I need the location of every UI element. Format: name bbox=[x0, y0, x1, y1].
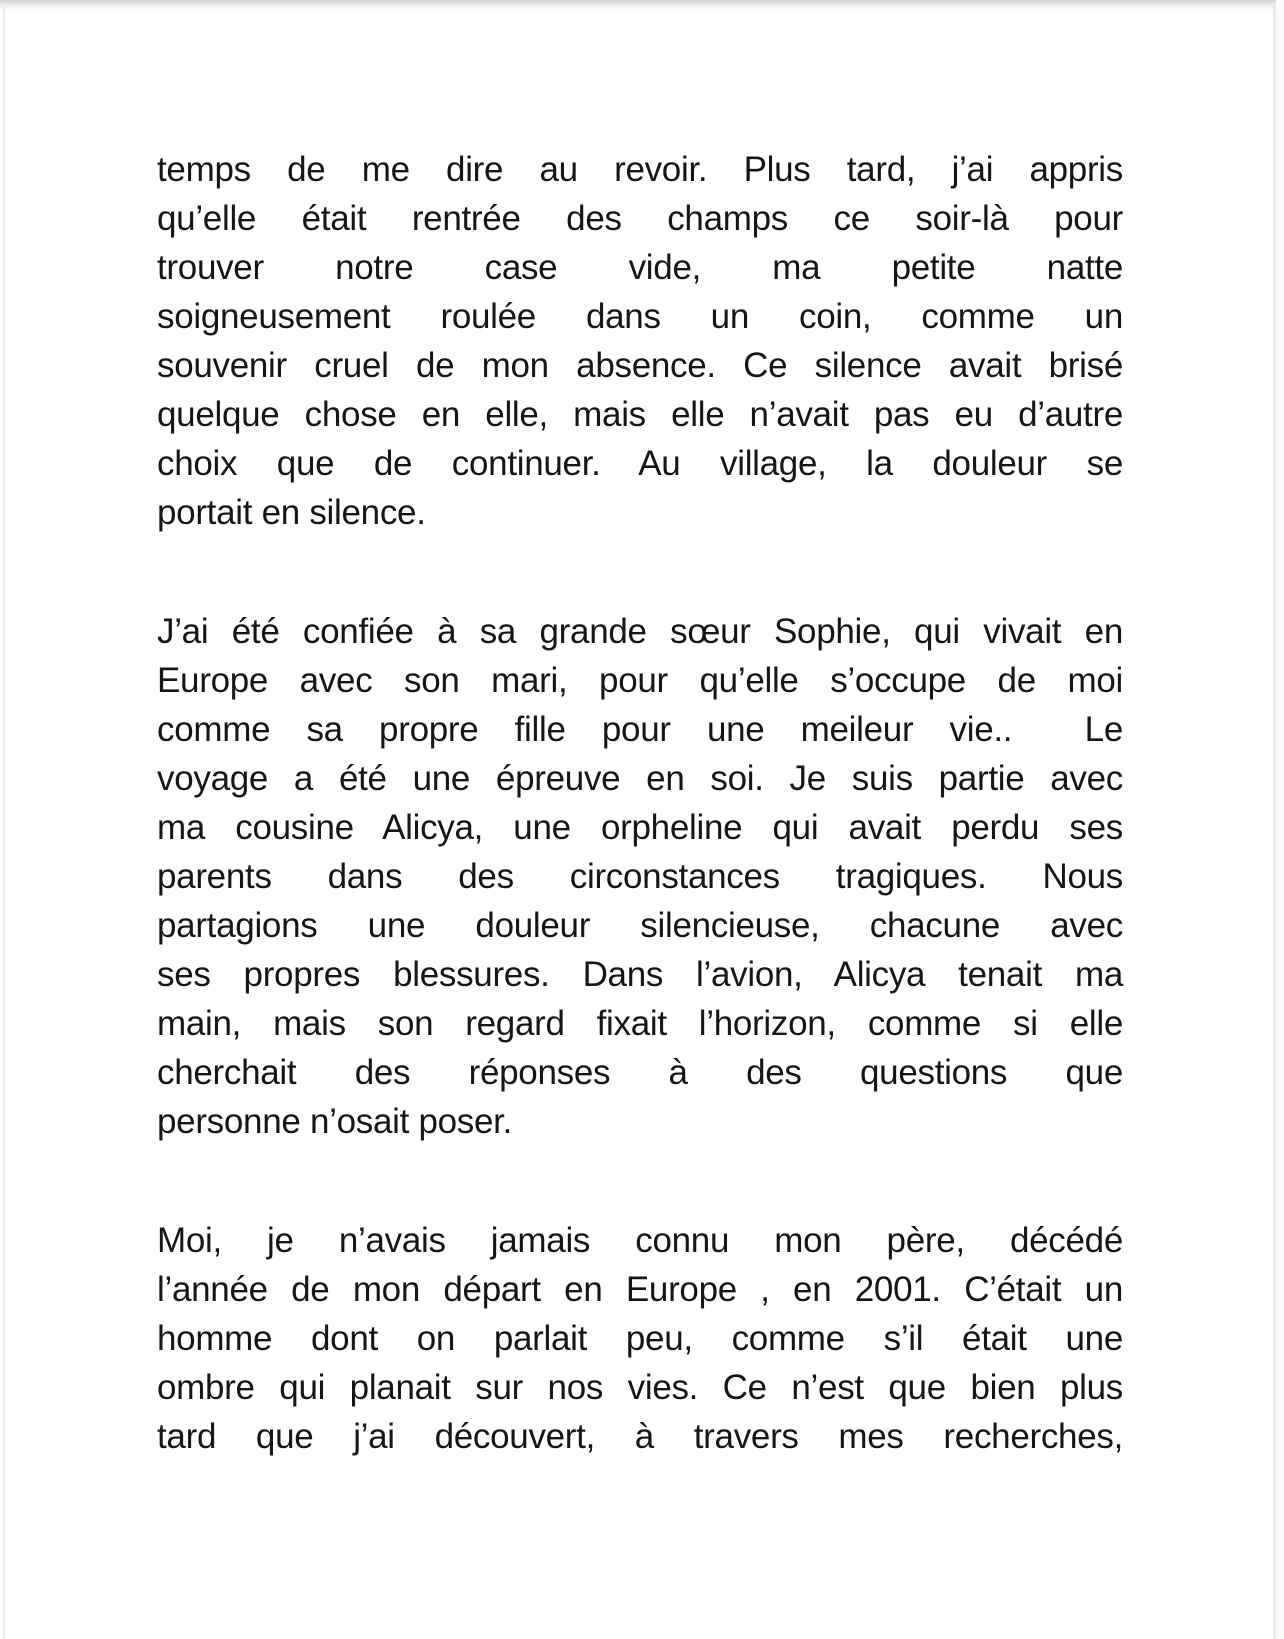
text-line: homme dont on parlait peu, comme s’il était une bbox=[157, 1319, 1123, 1358]
paragraph bbox=[157, 1216, 1123, 1461]
text-line: ses propres blessures. Dans l’avion, Alicya tenait ma bbox=[157, 955, 1123, 994]
text-line: partagions une douleur silencieuse, chacune avec bbox=[157, 906, 1123, 945]
text-line: ombre qui planait sur nos vies. Ce n’est que bien plus bbox=[157, 1368, 1123, 1407]
text-line: souvenir cruel de mon absence. Ce silence avait brisé bbox=[157, 346, 1123, 385]
paragraph bbox=[157, 607, 1123, 1146]
text-line: main, mais son regard fixait l’horizon, comme si elle bbox=[157, 1004, 1123, 1043]
text-line: temps de me dire au revoir. Plus tard, j’ai appris bbox=[157, 150, 1123, 189]
text-line: trouver notre case vide, ma petite natte bbox=[157, 248, 1123, 287]
text-line: Europe avec son mari, pour qu’elle s’occupe de moi bbox=[157, 661, 1123, 700]
text-line: ma cousine Alicya, une orpheline qui avait perdu ses bbox=[157, 808, 1123, 847]
text-line: comme sa propre fille pour une meileur vie.. Le bbox=[157, 710, 1123, 749]
text-line: personne n’osait poser. bbox=[157, 1102, 513, 1141]
page-text-content bbox=[157, 0, 1123, 1461]
text-line: voyage a été une épreuve en soi. Je suis partie avec bbox=[157, 759, 1123, 798]
text-line: parents dans des circonstances tragiques. Nous bbox=[157, 857, 1123, 896]
text-line: Moi, je n’avais jamais connu mon père, décédé bbox=[157, 1221, 1123, 1260]
text-line: choix que de continuer. Au village, la douleur se bbox=[157, 444, 1123, 483]
page-left-edge bbox=[3, 5, 5, 1639]
page-right-edge bbox=[1273, 5, 1276, 1639]
text-line: quelque chose en elle, mais elle n’avait pas eu d’autre bbox=[157, 395, 1123, 434]
paragraph bbox=[157, 145, 1123, 537]
page-right-margin-area bbox=[1276, 0, 1284, 1639]
text-line: soigneusement roulée dans un coin, comme un bbox=[157, 297, 1123, 336]
text-line: qu’elle était rentrée des champs ce soir-là pour bbox=[157, 199, 1123, 238]
text-line: cherchait des réponses à des questions que bbox=[157, 1053, 1123, 1092]
text-line: tard que j’ai découvert, à travers mes recherches, bbox=[157, 1417, 1123, 1456]
text-line: portait en silence. bbox=[157, 493, 426, 532]
text-line: l’année de mon départ en Europe , en 2001. C’était un bbox=[157, 1270, 1123, 1309]
text-line: J’ai été confiée à sa grande sœur Sophie, qui vivait en bbox=[157, 612, 1123, 651]
